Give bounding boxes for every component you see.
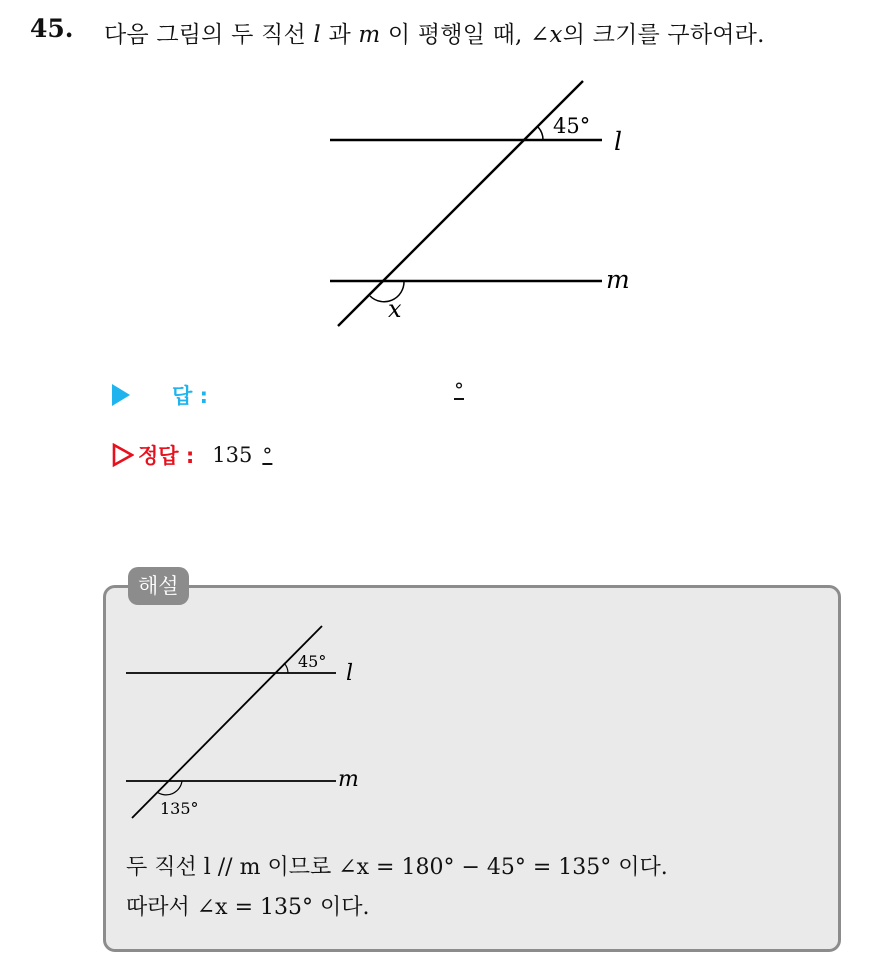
question-text [104, 16, 765, 49]
correct-answer-row [112, 440, 272, 470]
parallel-lines-figure [320, 72, 650, 337]
correct-answer-label: 정답 : [138, 444, 195, 468]
exp-line-l-label: l [346, 661, 354, 686]
exp-angle-45-arc [284, 663, 288, 673]
line-m-label: m [606, 265, 630, 294]
explanation-line-1: 두 직선 l // m 이므로 ∠x = 180° − 45° = 135° 이다. [126, 855, 668, 880]
explanation-figure [118, 620, 378, 825]
exp-angle-135-label: 135° [160, 799, 199, 818]
question-text-part3: 이 평행일 때, ∠ [380, 22, 550, 48]
question-number: 45. [30, 14, 74, 43]
answer-label: 답 : [172, 384, 208, 408]
correct-answer-value: 135 [212, 443, 253, 467]
question-text-part1: 다음 그림의 두 직선 [104, 22, 314, 48]
exp-angle-45-label: 45° [298, 652, 327, 671]
transversal-line [338, 81, 583, 326]
angle-x-symbol: x [549, 22, 563, 48]
answer-row [112, 380, 208, 410]
answer-unit[interactable]: ° [454, 378, 464, 402]
explanation-tab: 해설 [128, 567, 189, 605]
angle-45-label: 45° [553, 114, 591, 138]
answer-triangle-icon [112, 384, 130, 406]
question-text-part2: 과 [320, 22, 359, 48]
angle-x-label: x [388, 295, 402, 323]
explanation-line-2: 따라서 ∠x = 135° 이다. [126, 895, 370, 920]
line-l-symbol: l [313, 22, 321, 48]
exp-transversal-line [132, 626, 322, 818]
question-text-part4: 의 크기를 구하여라. [562, 22, 765, 48]
line-m-symbol: m [358, 22, 381, 48]
correct-triangle-icon [112, 443, 134, 467]
line-l-label: l [614, 127, 622, 156]
exp-line-m-label: m [338, 767, 359, 792]
correct-answer-unit: ° [262, 443, 273, 467]
angle-45-arc [538, 127, 543, 140]
